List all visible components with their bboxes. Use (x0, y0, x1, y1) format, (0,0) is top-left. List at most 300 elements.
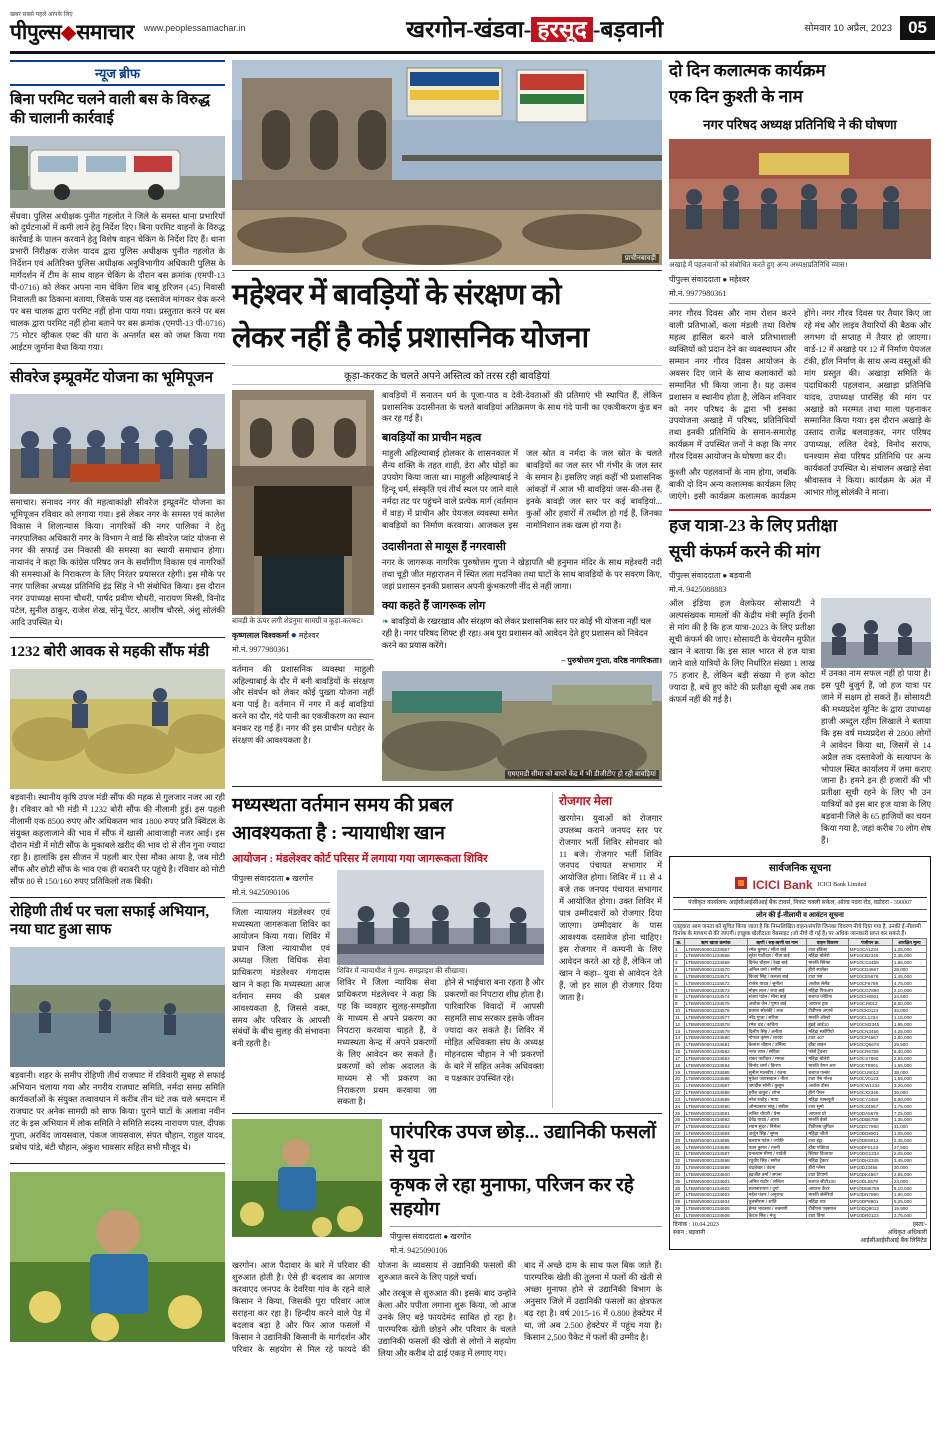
table-cell: शंकर पाटीदार / ममता (747, 1055, 807, 1062)
table-cell: प्रकाश सोलंकी / लता (747, 1007, 807, 1014)
logo-text-2: समाचार (76, 20, 134, 44)
table-cell: 35 (674, 1178, 685, 1185)
middle-column (232, 60, 662, 1430)
table-cell: 6 (674, 980, 685, 987)
table-cell: 32,000 (892, 1007, 926, 1014)
table-cell: LTBWN00001234589 (684, 1096, 747, 1103)
table-cell: 31 (674, 1151, 685, 1158)
table-cell: महिंद्रा पिकअप (807, 987, 848, 994)
divider-red (669, 509, 931, 511)
table-cell: 4,25,000 (892, 1028, 926, 1035)
edition-title (265, 12, 805, 44)
table-cell: LTBWN00001234570 (684, 966, 747, 973)
photo-caption-debris: एमएमडी सीमा को बापरे केंद्र में भी डीजीटीए हो रही बावड़ियां (505, 770, 659, 779)
table-cell: 27 (674, 1123, 685, 1130)
table-cell: भरत लाल / सविता (747, 1048, 807, 1055)
table-cell: LTBWN00001234590 (684, 1103, 747, 1110)
publication-date: सोमवार 10 अप्रैल, 2023 (804, 23, 893, 34)
table-cell: MP10CA1234 (848, 946, 892, 953)
table-cell: 26,000 (892, 1089, 926, 1096)
table-cell: अर्जुन सिंह / सुमन (747, 1130, 807, 1137)
table-cell: टाटा इंट्रा (807, 1137, 848, 1144)
right-story2-headline-2: सूची कंफर्म करने की मांग (669, 542, 821, 562)
table-cell: महिंद्रा जीतो (807, 1130, 848, 1137)
farmer-headline-line2: कृषक ले रहा मुनाफा, परिजन कर रहे सहयोग (390, 1174, 634, 1220)
diamond-icon (61, 25, 77, 41)
table-cell: MP10DK4567 (848, 1171, 892, 1178)
table-row (674, 980, 927, 987)
table-cell: 2,55,000 (892, 1055, 926, 1062)
table-cell: LTBWN00001234582 (684, 1048, 747, 1055)
table-cell: 23 (674, 1096, 685, 1103)
table-cell: महिंद्रा स्कॉर्पियो (807, 1028, 848, 1035)
table-cell: MP10CU9012 (848, 1069, 892, 1076)
table-cell: 17 (674, 1055, 685, 1062)
table-cell: फोर्स ट्रैवलर (807, 1048, 848, 1055)
table-cell: टीवीएस अपाचे (807, 1007, 848, 1014)
table-cell: MP10DE9012 (848, 1137, 892, 1144)
bank-auction-table (673, 938, 927, 1219)
table-cell: 37 (674, 1192, 685, 1199)
table-cell: 2,10,000 (892, 987, 926, 994)
table-cell: 6,50,000 (892, 1000, 926, 1007)
left-story4-body: बड़वानी। शहर के समीप रोहिणी तीर्थ राजघाट में रविवारी सुबह से सफाई अभियान चलाया गया और नगरीय राजघाट समिति, नर्मदा समग्र समिति कार्यकर्ताओं के संयुक्त तत्वावधान में करीब तीन घंटे तक चले श्रमदान में राजघाट पर अनेक सामग्री को साफ किया। पुराने घाटों के अलावा नवीन तट के इस अभियान में लोक समिति ने समिति सदस्य नारायण पाल, दीपक गुप्ता, अरविंद जायसवाल, पंकज जायसवाल, संपत चौहान, राहुल यादव, प्रबोध पांडे, बंटी चौहान, अंकुश भावसार सहित सभी मौजूद थे। (10, 1071, 225, 1152)
table-cell: MP10CH8901 (848, 994, 892, 1001)
table-cell: आयशर ट्रक (807, 1000, 848, 1007)
bank-sign-3: आईसीआईसीआई बैंक लिमिटेड (860, 1237, 927, 1244)
table-cell: 1,65,000 (892, 1062, 926, 1069)
bank-sign-1: हस्ता/- (912, 1222, 927, 1229)
table-cell: हुंडई आई10 (807, 1021, 848, 1028)
table-cell: LTBWN00001234573 (684, 987, 747, 994)
table-cell: MP10DA5678 (848, 1110, 892, 1117)
table-cell: MP10CG7890 (848, 987, 892, 994)
edition-title-right: -बड़वानी (592, 16, 664, 42)
table-row (674, 1021, 927, 1028)
table-cell: LTBWN00001234588 (684, 1089, 747, 1096)
table-cell: अशोक दोस्त (807, 1082, 848, 1089)
table-cell: इंद्रजीत वर्मा / सपना (747, 1171, 807, 1178)
right-story1-phone: मो.नं. 9977980361 (669, 289, 727, 299)
table-cell: मारुति ऑल्टो (807, 1014, 848, 1021)
bank-logo-icon (734, 876, 748, 895)
table-cell: अमित राठौर / ललिता (747, 1178, 807, 1185)
rojgar-body: खरगोन। युवाओं को रोजगार उपलब्ध कराने जनपद स्तर पर रोजगार भर्ती शिविर सोमवार को 11 बजे। रोजगार भर्ती शिविर जनपद पंचायत सभागार में आयोजित होगा। शिविर में 11 से 4 बजे तक जनपद पंचायत सभागार में आयोजित होगा। उक्त शिविर में पात्र उम्मीदवारों को रोजगार दिया जाएगा। उम्मीदवार के पास आवश्यक दस्तावेज होना चाहिए। इस रोजगार में कम्पनी के लिए आवेदन करते आ रहे हैं, लेकिन जो खान ने कहा– युवा से आवेदन देते हैं, जो हर साल ही रोजगार दिया जाता है। (559, 813, 662, 1002)
table-cell: रमेश कुमार / सीता बाई (747, 946, 807, 953)
table-cell: 28 (674, 1130, 685, 1137)
table-row (674, 1082, 927, 1089)
photo-caption-akhada: अखाड़े में पहलवानों को संबोधित करते हुए अन्य अध्यक्षप्रतिनिधि व्यास। (669, 261, 848, 270)
table-cell: 36 (674, 1185, 685, 1192)
table-cell: MP10DR0123 (848, 1212, 892, 1219)
photo-bus (10, 136, 225, 208)
table-cell: 2,65,000 (892, 1171, 926, 1178)
table-row (674, 946, 927, 953)
farmer-phone: मो.नं. 9425090106 (390, 1246, 448, 1256)
table-cell: LTBWN00001234572 (684, 980, 747, 987)
table-cell: LTBWN00001234604 (684, 1198, 747, 1205)
court-text-2: शिविर में जिला न्यायिक सेवा प्राधिकरण मंडलेश्वर ने कहा कि यह कि व्यवहार सुलह-समझौता के माध्यम से अपने प्रकरण का निपटारा करवाया चाहते हैं, वे मध्यस्थता केन्द्र में अपने प्रकरणों के लिए आवेदन कर सकते हैं। प्रकरणों को लोक अदालत के माध्यम से भी प्रकरण का निराकरण प्रथम करवाया जा सकता है। होने से भाईचारा बना रहता है और प्रकरणों का निपटारा शीघ्र होता है। पारिवारिक विवादों में आपसी सहमति साथ सरकार इसके जीवन ज्यादा कर सकते हैं। शिविर में मोहित अधिवक्ता संघ के अध्यक्ष मोहनदास चौहान ने भी प्रकरणों के बारे में सहित अनेक अधिवक्ता व पक्षकार उपस्थित रहे। (337, 978, 544, 1107)
table-cell: 1,25,000 (892, 946, 926, 953)
table-cell: 11 (674, 1014, 685, 1021)
table-cell: MP10DD8901 (848, 1130, 892, 1137)
table-cell: LTBWN00001234591 (684, 1110, 747, 1117)
bank-address: पंजीकृत कार्यालय: आईसीआईसीआई बैंक टावर्स, निकट चक्ली सर्कल, ओल्ड पडरा रोड, वडोदरा - 390007 (688, 899, 912, 906)
left-story1-headline: बिना परमिट चलने वाली बस के विरुद्ध की चालानी कार्रवाई (10, 92, 210, 127)
table-row (674, 1075, 927, 1082)
table-row (674, 1116, 927, 1123)
bank-notice (669, 856, 931, 1250)
farmer-byline: पीपुल्स संवाददाता ● खरगोन (390, 1232, 472, 1242)
main-body-intro: बावड़ियों में सनातन धर्म के पूजा-पाठ व देवी-देवताओं की प्रतिमाएं भी स्थापित हैं, लेकिन प्रशासनिक उदासीनता के चलते बावड़ियां अतिक्रमण के साथ गंदे पानी का एकत्रीकरण कुंड बन कर रह गई हैं। (382, 390, 662, 424)
table-row (674, 1096, 927, 1103)
table-row (674, 1055, 927, 1062)
main-headline-line1: महेश्वर में बावड़ियों के संरक्षण को (232, 279, 561, 311)
table-cell: LTBWN00001234599 (684, 1164, 747, 1171)
table-cell: MP10CS7890 (848, 1055, 892, 1062)
table-cell: 20 (674, 1075, 685, 1082)
table-cell: 5,40,000 (892, 1048, 926, 1055)
bank-sign-2: अधिकृत अधिकारी (887, 1230, 927, 1237)
table-cell: LTBWN00001234575 (684, 1000, 747, 1007)
table-cell: मुकेश जायसवाल / नीता (747, 1075, 807, 1082)
table-cell: केदार सिंह / मंजू (747, 1212, 807, 1219)
table-row (674, 1171, 927, 1178)
table-cell: ओमप्रकाश साहू / बबीता (747, 1103, 807, 1110)
table-cell: 31,000 (892, 1123, 926, 1130)
table-cell: 4 (674, 966, 685, 973)
farmer-body: खरगोन। आज पैदावार के बारे में परिवार की शुरुआत होती है। ऐसे ही बदलाव का आगाज करवाएद जनपद के देवरिया गांव के रहने वाले किसान ने किया, जिसकी पूरा परिवार आज सराहना कर रहा है। हिन्दीय करने वाले पेड़ में बदलाव बड़ा है और फिर आज फसलों में किसान ने उद्यानिकी किसानी के मार्गदर्शन और परिवार के सहयोग से मिल रहे फायदे की योजना के व्यवसाय से उद्यानिकी फसलों की शुरुआत करने के लिए पहले चर्चा। और तरबूज से शुरुआत की। इसके बाद उन्होंने केला और पपीता लगाना शुरू किया, जो आज उनके लिए बड़े फायदेमंद साबित हो रहा है। पारम्परिक खेती छोड़ने और परिवार के चलते उद्यानिकी फसलों की खेती से लोगों ने सहयोग लिया और करीब दो ढाई एकड़ में लगाए गए। बाद में अच्छे दाम के साथ फल बिक जाते हैं। पारम्परिक खेती की तुलना में फलों की खेती से अच्छा मुनाफा होने से उद्यानिकी विभाग के अनुसार जिले में उद्यानिकी फसलों का क्षेत्रफल बढ़ रहा है। वर्ष 2015-16 में 0.800 हेक्टेयर में था, जो अब 2.500 हेक्टेयर में पहुंच गया है। किसान 2,500 पैकेट में फलों की उम्मीद है। (232, 1261, 662, 1358)
table-cell: बजाज प्लेटिना (807, 994, 848, 1001)
table-cell: 5 (674, 973, 685, 980)
table-cell: 5,25,000 (892, 1198, 926, 1205)
table-row (674, 1089, 927, 1096)
table-cell: LTBWN00001234601 (684, 1178, 747, 1185)
left-story2-body: समाचार। सनावद नगर की महत्वाकांक्षी सीवरेज इम्प्रूवमेंट योजना का भूमिपूजन रविवार को लगाया गया। इसे लेकर नगर के समस्त एवं कालेश विकास ने शिलान्यास किया। नागरिकों की नगर पालिका ने हेतु नगरपालिका अधिकारी नगर के विभाग ने वार्ड कि सीवरेज प्वांट योजना से नगर की सफाई उस निकासी की समस्या का स्थायी समाधान होगा। नाथानंद ने कहा कि कांग्रेस परिषद जन के सर्वांगीण विकास एवं नागरिकों की समस्याओं के निराकरण के लिए निरंतर प्रयासरत रहेगी। इस मौके पर नगर पालिका अध्यक्ष प्रतिनिधि इंद्र सिंह ने भी संबोधित किया। इस दौरान नगर उपाध्यक्ष सपना चौधरी, पार्षद प्रवीण चौधरी, नारायण मिस्त्री, विनोद पटेल, सुनील ठाकुर, राजेश शेख, सोनू पेंटर, आशीष चौरसे, अंशु सोलंकी आदि उपस्थित थे। (10, 498, 225, 627)
photo-caption-overlay: प्राचीनबावड़ी (622, 254, 659, 263)
table-row (674, 966, 927, 973)
right-story1-headline-1: दो दिन कलात्मक कार्यक्रम (669, 61, 826, 80)
table-cell: टाटा ऐस गोल्ड (807, 1075, 848, 1082)
rojgar-headline: रोजगार मेला (559, 793, 613, 808)
table-cell: MP10DJ3456 (848, 1164, 892, 1171)
table-cell: 1,05,000 (892, 1130, 926, 1137)
table-cell: 1,90,000 (892, 1192, 926, 1199)
table-cell: 3,75,000 (892, 1212, 926, 1219)
table-cell: 25 (674, 1110, 685, 1117)
photo-bhoomipujan (10, 394, 225, 494)
table-cell: MP10DP8901 (848, 1198, 892, 1205)
divider (10, 897, 225, 898)
table-cell: 21 (674, 1082, 685, 1089)
photo-haj-meeting (821, 598, 931, 668)
table-cell: LTBWN00001234587 (684, 1082, 747, 1089)
photo-caption-court: शिविर में न्यायाधीश ने गुत्थ- समझाइश की सीखाया। (337, 967, 468, 976)
table-cell: जगदीश सोनी / कुसुम (747, 1082, 807, 1089)
table-cell: MP10DC7890 (848, 1123, 892, 1130)
table-cell: 19,500 (892, 1205, 926, 1212)
table-cell: 5,90,000 (892, 1096, 926, 1103)
masthead-url[interactable]: www.peoplessamachar.in (143, 22, 246, 33)
table-cell: महिंद्रा बोलेरो (807, 1055, 848, 1062)
table-cell: LTBWN00001234567 (684, 946, 747, 953)
table-row (674, 1062, 927, 1069)
table-cell: 2 (674, 953, 685, 960)
table-cell: आयशर प्रो (807, 1110, 848, 1117)
table-cell: MP10DL5678 (848, 1178, 892, 1185)
table-row (674, 959, 927, 966)
main-subhead-1: बावड़ियों का प्राचीन महत्व (382, 432, 482, 445)
table-cell: टाटा विंगर (807, 1212, 848, 1219)
table-cell: राजेश यादव / सुनीता (747, 980, 807, 987)
left-story1-body: सेंधवा। पुलिस अधीक्षक पुनीत गहलोत ने जिले के समस्त थाना प्रभारियों को दुर्घटनाओं में कमी लाने हेतु निर्देश दिए। बिना परमिट वाहनों के विरुद्ध कार्रवाई के पालन करवाने हेतु विशेष वाहन चेकिंग के निर्देश दिए हैं। थाना प्रभारी निरीक्षक राजेश यादव द्वारा पुलिस अधीक्षक पुनीत गहलोत के निर्देशन एवं अतिरिक्त पुलिस अधीक्षक अनुविभागीय अधिकारी पुलिस के मार्गदर्शन में टीम के साथ वाहन चेकिंग के दौरान बस क्रमांक (एमपी-13 पी-0716) को लेकर अपना नाम चेकिंग शिव बाबू हरिजन (45) निवासी निवालती का ठिकाना बताया, जिसके पास वह दस्तावेज मांगकर चेक करने पर बस चालक द्वारा परमिट नहीं होना पाया गया। प्रस्तुतात करने पर बस चालक द्वारा परमिट नहीं होना बताने पर बस क्रमांक (एमपी-13 पी-0716) 75 मोटर व्हीकल एक्ट की धारा के अन्तर्गत बस को जब्त किया गया आईटम जुर्माना वैधा किया गया। (10, 211, 225, 352)
table-cell: टीवीएस एक्सएल (807, 1205, 848, 1212)
table-row (674, 1192, 927, 1199)
table-cell: घनश्याम मीणा / पार्वती (747, 1151, 807, 1158)
table-cell: टीवीएस जुपिटर (807, 1123, 848, 1130)
rojgar-box (552, 792, 662, 1109)
table-cell: हीरो स्पलेंडर (807, 966, 848, 973)
court-byline: पीपुल्स संवाददाता ● खरगोन (232, 874, 314, 884)
table-cell: MP10CW1234 (848, 1082, 892, 1089)
table-cell: मारुति ईको (807, 1116, 848, 1123)
table-cell: रमेश चंद्र / कविता (747, 1021, 807, 1028)
table-cell: MP10DM6789 (848, 1185, 892, 1192)
table-cell: MP10CY3456 (848, 1096, 892, 1103)
table-cell: बलराम पटेल / ज्योति (747, 1137, 807, 1144)
photo-baodi-street (232, 60, 662, 265)
table-cell: होंडा शाइन (807, 1041, 848, 1048)
table-cell: 33 (674, 1164, 685, 1171)
table-cell: 1,15,000 (892, 1014, 926, 1021)
bank-logo-subtext: ICICI Bank Limited (817, 882, 867, 889)
table-cell: होंडा एक्टिवा (807, 1144, 848, 1151)
table-cell: पवन कुमार / रजनी (747, 1144, 807, 1151)
table-row (674, 1185, 927, 1192)
table-row (674, 987, 927, 994)
table-cell: MP10DN7890 (848, 1192, 892, 1199)
table-cell: मारुति स्विफ्ट (807, 959, 848, 966)
table-cell: 9 (674, 1000, 685, 1007)
table-cell: रघुवीर सिंह / सरोज (747, 1157, 807, 1164)
bank-notice-sub: एतद्द्वारा आम जनता को सूचित किया जाता है कि निम्नलिखित वाहन/संपत्ति जिनका विवरण नीचे दिया गया है, उनकी ई-नीलामी दिनांक के माध्यम से की जाएगी। इच्छुक बोलीदाता वेबसाइट (जो नीचे दी गई है) पर अधिक जानकारी प्राप्त कर सकते हैं। (673, 924, 921, 938)
table-cell: महिंद्रा थार (807, 1198, 848, 1205)
photo-akhada (669, 139, 931, 259)
table-column-header: ऋण खाता क्रमांक (684, 939, 747, 946)
table-cell: LTBWN00001234606 (684, 1212, 747, 1219)
table-cell: 29,500 (892, 1041, 926, 1048)
masthead-logo (10, 10, 265, 46)
table-cell: 2,45,000 (892, 1137, 926, 1144)
table-row (674, 1000, 927, 1007)
table-cell: LTBWN00001234574 (684, 994, 747, 1001)
main-body-col1: वर्तमान की प्रशासनिक व्यवस्था माहुली अहिल्याबाई के दौर में बनी बावड़ियों के संरक्षण और संवर्धन को लेकर कोई पुख्ता योजना नहीं बना पाई है। वर्तमान में नगर में कई बावड़ियां करने का दौर, गंदे पानी का एकत्रीकरण का स्थान बनकर रह गई हैं। नगर की इस प्राचीन धरोहर के संरक्षण की आवश्यकता है। (232, 664, 374, 746)
table-cell: MP10DG1234 (848, 1151, 892, 1158)
table-cell: 24,500 (892, 994, 926, 1001)
main-story-photo-col (232, 390, 374, 781)
table-cell: LTBWN00001234603 (684, 1192, 747, 1199)
right-story2-wrap (669, 598, 931, 851)
table-cell: सत्यनारायण / दुर्गा (747, 1185, 807, 1192)
quote-text: बावड़ियों के रखरखाव और संरक्षण को लेकर प्रशासनिक स्तर पर कोई भी योजना नहीं चल रही है। नगर परिषद शिफ्ट ही रहा। अब पुरा प्रशासन को आवेदन देते हुए प्रशासन को निवेदन करने का प्रयास करेंगे। (382, 616, 652, 650)
table-cell: MP10CN3456 (848, 1028, 892, 1035)
table-cell: 4,75,000 (892, 980, 926, 987)
logo-tagline: खबर सबसे पहले आपके लिए (10, 11, 73, 18)
right-story2-photo-col (821, 598, 931, 851)
quote-bullet-icon: ❧ (382, 616, 390, 626)
court-left (232, 870, 330, 1108)
main-byline: कृष्णलाल विश्वकर्मा ● महेश्वर (232, 629, 319, 641)
main-quote (382, 616, 662, 667)
table-cell: 24 (674, 1103, 685, 1110)
table-cell: टाटा 407 (807, 1035, 848, 1042)
table-cell: MP10DH2345 (848, 1157, 892, 1164)
bank-notice-title: सार्वजनिक सूचना (769, 862, 831, 874)
table-cell: 3 (674, 959, 685, 966)
table-cell: 3,45,000 (892, 1157, 926, 1164)
table-row (674, 1014, 927, 1021)
right-story2-text-left: ऑल इंडिया हज वेलफेयर सोसायटी ने अल्पसंख्यक मामलों की केंद्रीय मंत्री स्मृति ईरानी से मांग की है कि हज यात्रा-2023 के लिए प्रतीक्षा सूची कंफर्म की जाए। सोसायटी के चेयरमैन मुफीत खान ने बताया कि इस साल भारत से हज यात्रा जाने वाले यात्रियों के लिए निर्धारित संख्या 1 लाख 75 हजार है, लेकिन बड़ी संख्या में हज कोटा ज्यादा है, बचे हुए कोटे की प्रतीक्षा सूची अब तक कंफर्म नहीं की गई है। (669, 599, 815, 704)
photo-court-seminar (337, 870, 544, 965)
table-cell: MP10CR6789 (848, 1048, 892, 1055)
table-cell: 8 (674, 994, 685, 1001)
table-cell: दिलीप सिंह / अनीता (747, 1028, 807, 1035)
table-cell: 30 (674, 1144, 685, 1151)
table-cell: 29 (674, 1137, 685, 1144)
table-cell: 27,500 (892, 1144, 926, 1151)
table-cell: सुरेश पाटीदार / गीता बाई (747, 953, 807, 960)
table-cell: 1 (674, 946, 685, 953)
byline-phone: मो.नं. 9977980361 (232, 644, 290, 654)
table-cell: 32 (674, 1157, 685, 1164)
table-cell: चंद्रशेखर / वंदना (747, 1164, 807, 1171)
table-header-row (674, 939, 927, 946)
table-cell: LTBWN00001234583 (684, 1055, 747, 1062)
table-cell: MP10DF0123 (848, 1144, 892, 1151)
table-cell: 6,10,000 (892, 1185, 926, 1192)
divider (232, 786, 662, 787)
table-cell: MP10CP4567 (848, 1035, 892, 1042)
table-cell: अनिल वर्मा / संगीता (747, 966, 807, 973)
table-row (674, 1069, 927, 1076)
table-row (674, 1144, 927, 1151)
page-number: 05 (900, 16, 935, 40)
farmer-head-wrap (232, 1119, 662, 1256)
table-column-header: पंजीयन क्र. (848, 939, 892, 946)
divider (232, 1113, 662, 1114)
left-story4-headline: रोहिणी तीर्थ पर चला सफाई अभियान, नया घाट हुआ साफ (10, 903, 210, 939)
table-row (674, 1048, 927, 1055)
table-cell: नरेंद्र गुप्ता / सरिता (747, 1014, 807, 1021)
table-cell: 1,75,000 (892, 1103, 926, 1110)
photo-river-cleanup (10, 947, 225, 1067)
table-row (674, 1035, 927, 1042)
court-subhead: आयोजन : मंडलेश्वर कोर्ट परिसर में लगाया गया जागरूकता शिविर (232, 853, 488, 866)
table-cell: LTBWN00001234581 (684, 1041, 747, 1048)
table-cell: 7 (674, 987, 685, 994)
table-cell: LTBWN00001234598 (684, 1157, 747, 1164)
table-cell: LTBWN00001234577 (684, 1014, 747, 1021)
table-cell: टाटा एस (807, 973, 848, 980)
table-cell: MP10CL1234 (848, 1014, 892, 1021)
table-row (674, 994, 927, 1001)
byline-author: कृष्णलाल विश्वकर्मा (232, 630, 289, 640)
table-cell: महिंद्रा एक्सयूवी (807, 1096, 848, 1103)
right-story1-headline-2: एक दिन कुश्ती के नाम (669, 87, 803, 107)
table-cell: महेश पंवार / अनुराधा (747, 1192, 807, 1199)
table-cell: MP10CB2345 (848, 953, 892, 960)
table-cell: LTBWN00001234605 (684, 1205, 747, 1212)
table-cell: टाटा सूमो (807, 1103, 848, 1110)
table-cell: आयशर कैंटर (807, 1185, 848, 1192)
divider (10, 363, 225, 364)
table-cell: मारुति वैगन आर (807, 1062, 848, 1069)
table-cell: विजय सिंह / कमला बाई (747, 973, 807, 980)
table-row (674, 953, 927, 960)
table-cell: LTBWN00001234593 (684, 1123, 747, 1130)
table-cell: ललित चौधरी / प्रेमा (747, 1110, 807, 1117)
right-story2-text-right: में उनका नाम सफल नहीं हो पाया है। इस पूरी बुजुर्ग हैं, जो हज यात्रा पर जाने में सक्षम हो सकते हैं। सोसायटी की मध्यप्रदेश यूनिट के द्वारा उपाध्यक्ष हाजी अब्दुल रहीम लिखाले ने बताया कि इस वर्ष मध्यप्रदेश से 2800 लोगों ने आवेदन किया था, जिसमें से 14 अप्रैल तक दस्तावेजों के सत्यापन के भोपाल स्थित कार्यालय में जमा कराए जाना है। हमने इन ही हजारों की भी प्रतीक्षा सूची रहने के लिए भी उन यात्रियों को इस बार हज यात्रा के लिए बड़वानी जिले के 65 हाजियों का चयन किया गया है, जहां करीब 70 लोग शेष हैं। (821, 669, 931, 846)
table-cell: MP10CD4567 (848, 966, 892, 973)
bank-footer-place: स्थान : बड़वानी (673, 1230, 706, 1237)
court-rojgar-wrap (232, 792, 662, 1109)
court-phone: मो.नं. 9425090106 (232, 888, 290, 898)
table-cell: LTBWN00001234584 (684, 1062, 747, 1069)
table-row (674, 1198, 927, 1205)
farmer-story (232, 1119, 662, 1359)
bank-logo-text: ICICI Bank (752, 878, 813, 893)
table-column-header: वाहन विवरण (807, 939, 848, 946)
table-cell: LTBWN00001234571 (684, 973, 747, 980)
court-headline-line2: आवश्यकता है : न्यायाधीश खान (232, 823, 445, 845)
table-cell: कैलाश चौहान / उर्मिला (747, 1041, 807, 1048)
bank-notice-head: लोन की ई-नीलामी व आवंटन सूचना (673, 909, 927, 922)
table-cell: अशोक जैन / पुष्पा बाई (747, 1000, 807, 1007)
table-cell: महिंद्रा ट्रैक्टर (807, 1157, 848, 1164)
table-cell: हीरो पैशन (807, 1089, 848, 1096)
court-right (337, 870, 544, 1108)
table-cell: LTBWN00001234592 (684, 1116, 747, 1123)
table-cell: श्याम सुंदर / निर्मला (747, 1123, 807, 1130)
left-story2-headline: सीवरेज इम्प्रूवमेंट योजना का भूमिपूजन (10, 369, 213, 386)
table-cell: महिंद्रा बोलेरो (807, 953, 848, 960)
divider (10, 637, 225, 638)
main-body-2: नगर के जागरूक नागरिक पुरुषोत्तम गुप्ता ने खेड़ापति श्री हनुमान मंदिर के साथ महेश्वरी नदी तथा चूड़ी जीत महाराजन में स्थित लता मदनिका तथा घाटों के साथ बावड़ियों के पर सवरण किए, जहां प्रशासन इनकी प्रशासन अपनी कुंभकरणी नींद से नहीं जागा। (382, 557, 662, 591)
table-row (674, 973, 927, 980)
photo-caption-stepwell: बावड़ी के ऊपर लगी शेडनुमा सामग्री व कूड़ा-करकट। (232, 616, 363, 625)
table-cell: LTBWN00001234596 (684, 1144, 747, 1151)
table-cell: MP10CT8901 (848, 1062, 892, 1069)
divider (10, 1163, 225, 1164)
court-text-1: जिला न्यायालय मंडलेश्वर एवं मध्यस्थता जागरूकता शिविर का आयोजन किया गया। शिविर में प्रधान जिला न्यायाधीश एवं अध्यक्ष जिला विधिक सेवा प्राधिकरण मंडलेश्वर गंगादास खान ने कहा कि मध्यस्थता आज वर्तमान समय की प्रबल आवश्यकता है, जिससे वक्त, समय और परिवार के आपसी संबंधों के बीच सुलह की संभावना बनी रहती है। (232, 908, 330, 1049)
table-cell: LTBWN00001234576 (684, 1007, 747, 1014)
table-cell: LTBWN00001234595 (684, 1137, 747, 1144)
table-cell: हेमंत भावसार / रुक्मणी (747, 1205, 807, 1212)
table-column-header: आरक्षित मूल्य (892, 939, 926, 946)
table-row (674, 1137, 927, 1144)
table-column-header: क्र. (674, 939, 685, 946)
table-cell: MP10CX2345 (848, 1089, 892, 1096)
table-cell: LTBWN00001234585 (684, 1069, 747, 1076)
table-cell: स्विफ्ट डिजायर (807, 1151, 848, 1158)
table-cell: MP10CQ5678 (848, 1041, 892, 1048)
right-story1-subhead: नगर परिषद अध्यक्ष प्रतिनिधि ने की घोषणा (703, 117, 897, 133)
table-cell: MP10DB6789 (848, 1116, 892, 1123)
table-cell: मोहन लाल / राधा बाई (747, 987, 807, 994)
photo-stepwell (232, 390, 374, 615)
main-body-1: माहुली अहिल्याबाई होलकर के शासनकाल में सैन्य शक्ति के तहत शाही, डेरा और घोड़ों का उपयोग किया जाता था। माहुली अहिल्याबाई ने हिन्दू धर्म, संस्कृति एवं तीर्थ स्थल पर जाने वाले नर्मदा तट पर पहुंचने वाले प्रत्येक मार्ग (वर्तमान में वाड़) में प्राचीन और पेयजल व्यवस्था समेत बावड़ियों का निर्माण करवाया। आजकल इस जल स्रोत व नर्मदा के जल स्रोत के चलते बावड़ियों का जल स्तर भी गंभीर के जल स्तर के समान है। इसलिए जहां कहीं भी प्रशासनिक आंकड़ों में आज भी बावड़ियां जस-की-तस हैं, इनके बावड़ी जल स्तर पर कई बावड़ियां... कुओं और हवारों में तब्दील हो गई हैं, जिनका नामोनिशान तक खत्म हो गया है। (382, 449, 662, 530)
news-brief-kicker: न्यूज ब्रीफ (10, 60, 225, 86)
